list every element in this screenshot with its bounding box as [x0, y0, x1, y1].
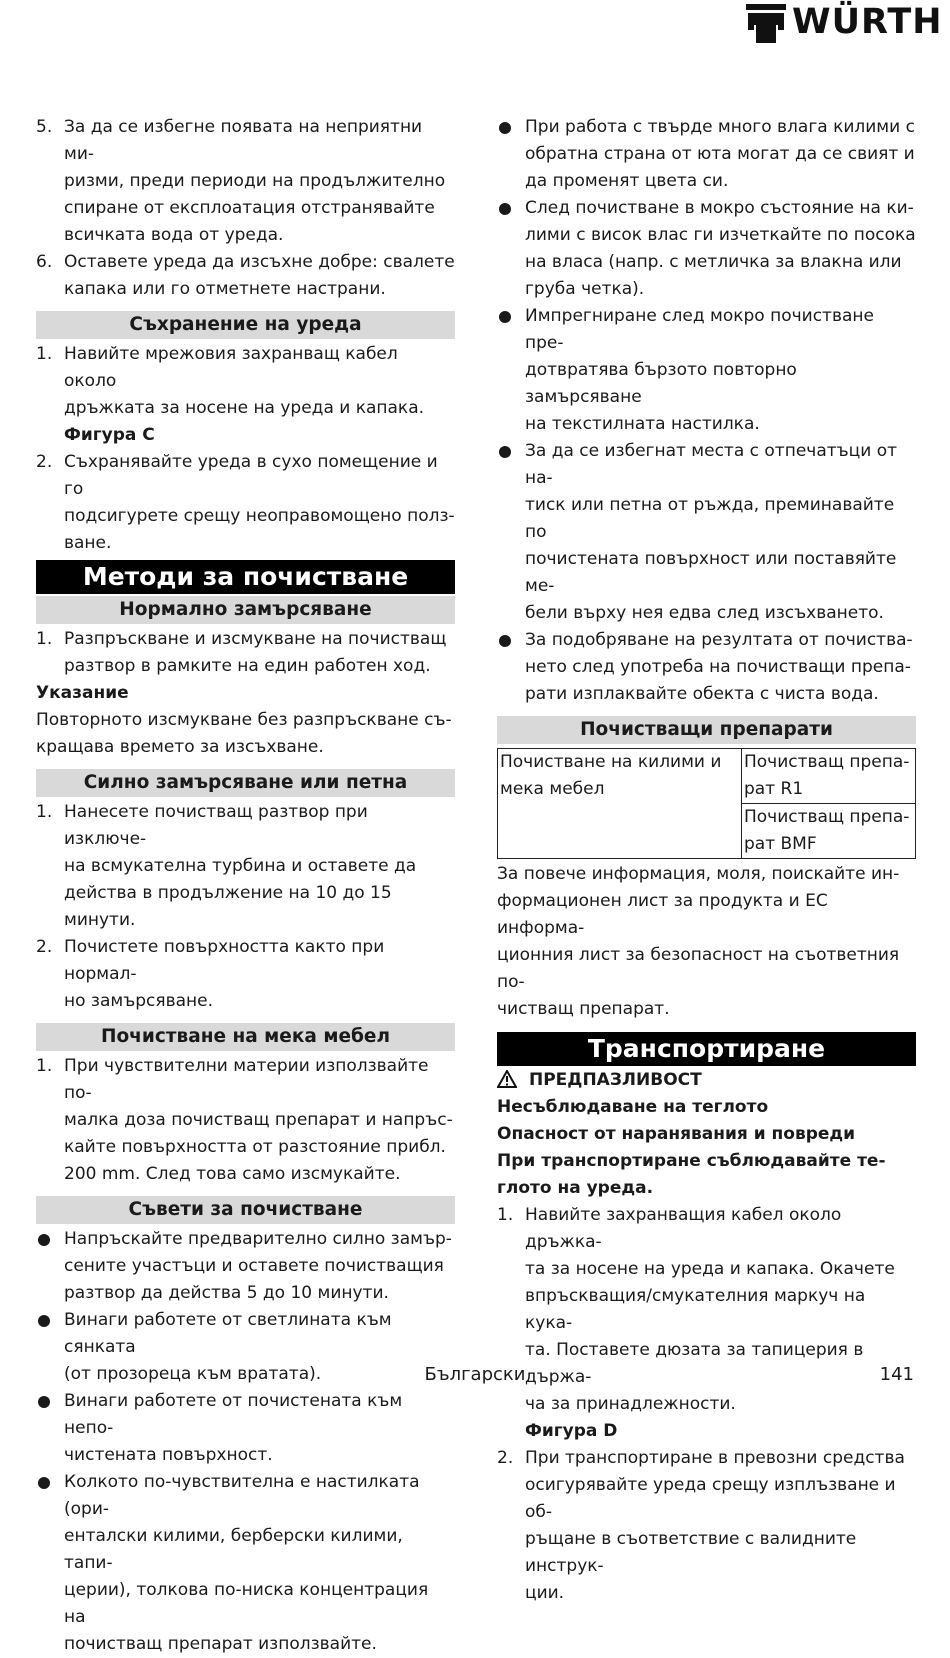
bullet-item: Колкото по-чувствителна е настилката (ори- енталски килими, берберски килими, тапи- церии), толкова по-ниска концентрация на почистващ препарат използвайте.: [36, 1469, 455, 1658]
bullet-item: За да се избегнат места с отпечатъци от на- тиск или петна от ръжда, преминавайте по почистената повърхност или поставяйте ме- бели върху нея едва след изсъхването.: [497, 438, 916, 627]
section-heading-normal: Нормално замърсяване: [36, 596, 455, 624]
section-heading-agents: Почистващи препарати: [497, 716, 916, 744]
warning-text: Несъблюдаване на теглото: [497, 1097, 769, 1117]
left-column: [36, 114, 455, 1658]
bullet-icon: [38, 1396, 50, 1408]
table-cell-application: Почистване на килими и мека мебел: [498, 749, 742, 859]
bullet-item: Напръскайте предварително силно замър- сените участъци и оставете почистващия разтвор да действа 5 до 10 минути.: [36, 1226, 455, 1307]
bullet-item: При работа с твърде много влага килими с обратна страна от юта могат да се свият и да променят цвета си.: [497, 114, 916, 195]
cleaning-agents-table: [497, 748, 916, 859]
warning-text: Опасност от наранявания и повреди: [497, 1124, 856, 1144]
warning-triangle-icon: [497, 1070, 517, 1088]
list-item: 2. Съхранявайте уреда в сухо помещение и го подсигурете срещу неоправомощено полз- ване.: [36, 452, 455, 553]
table-cell-product: Почистващ препа- рат R1: [742, 749, 916, 804]
warning-text: При транспортиране съблюдавайте те- глото на уреда.: [497, 1151, 886, 1198]
page-number: 141: [879, 1364, 914, 1385]
bullet-icon: [499, 446, 511, 458]
bullet-item: За подобряване на резултата от почиства- нето след употреба на почистващи препа- рати изплаквайте обекта с чиста вода.: [497, 627, 916, 708]
section-heading-upholstery: Почистване на мека мебел: [36, 1023, 455, 1051]
list-item: 2. Почистете повърхността както при нормал- но замърсяване.: [36, 937, 385, 1011]
bullet-item: Винаги работете от почистената към непо- чистената повърхност.: [36, 1388, 455, 1469]
list-item: 1. Разпръскване и изсмукване на почистващ разтвор в рамките на един работен ход.: [36, 629, 447, 676]
section-heading-tips: Съвети за почистване: [36, 1196, 455, 1224]
note-label: Указание: [36, 683, 129, 703]
list-item: 1. Нанесете почистващ разтвор при изключе- на всмукателна турбина и оставете да действа в продължение на 10 до 15 минути.: [36, 802, 417, 930]
bullet-item: Импрегниране след мокро почистване пре- дотвратява бързото повторно замърсяване на текстилната настилка.: [497, 303, 916, 438]
note-text: Повторното изсмукване без разпръскване съ- кращава времето за изсъхване.: [36, 710, 452, 757]
chapter-heading-transport: Транспортиране: [497, 1032, 916, 1066]
chapter-heading-methods: Методи за почистване: [36, 560, 455, 594]
wurth-logo: [746, 4, 946, 44]
bullet-icon: [499, 203, 511, 215]
bullet-icon: [38, 1477, 50, 1489]
caution-line: [497, 1067, 916, 1094]
figure-reference: Фигура C: [64, 425, 155, 445]
section-heading-storage: Съхранение на уреда: [36, 311, 455, 339]
table-cell-product: Почистващ препа- рат BMF: [742, 804, 916, 859]
figure-reference: Фигура D: [525, 1421, 618, 1441]
list-item: 2. При транспортиране в превозни средства осигурявайте уреда срещу изплъзване и об- ръщане в съответствие с валидните инструк- ции.: [497, 1448, 905, 1603]
wurth-logo-mark-icon: [746, 4, 786, 44]
bullet-icon: [38, 1234, 50, 1246]
list-item: 6. Оставете уреда да изсъхне добре: свалете капака или го отметнете настрани.: [36, 252, 455, 299]
list-item: 1. При чувствителни материи използвайте по- малка доза почистващ препарат и напръс- кайте повърхността от разстояние прибл. 200 mm. След това само изсмукайте.: [36, 1056, 453, 1184]
list-item: 5. За да се избегне появата на неприятни ми- ризми, преди периоди на продължително спиране от експлоатация отстранявайте всичката вода от уреда.: [36, 117, 446, 245]
section-heading-heavy: Силно замърсяване или петна: [36, 769, 455, 797]
footer-language: Български: [424, 1364, 526, 1385]
bullet-item: Винаги работете от светлината към сянката (от прозореца към вратата).: [36, 1307, 455, 1388]
caution-label: ПРЕДПАЗЛИВОСТ: [529, 1070, 702, 1090]
logo-text: WÜRTH: [792, 2, 943, 42]
list-item: 1. Навийте захранващия кабел около дръжка- та за носене на уреда и капака. Окачете впръскващия/смукателния маркуч на кука- та. Поставете дюзата за тапицерия в държа- ча за принадлежности.: [497, 1205, 895, 1414]
bullet-icon: [38, 1315, 50, 1327]
bullet-icon: [499, 122, 511, 134]
bullet-icon: [499, 635, 511, 647]
list-item: 1. Навийте мрежовия захранващ кабел около дръжката за носене на уреда и капака.: [36, 344, 425, 418]
bullet-icon: [499, 311, 511, 323]
bullet-item: След почистване в мокро състояние на ки- лими с висок влас ги изчеткайте по посока на власа (напр. с метличка за влакна или груба четка).: [497, 195, 916, 303]
info-text: За повече информация, моля, поискайте ин- формационен лист за продукта и ЕС информа- ционния лист за безопасност на съответния по- чистващ препарат.: [497, 864, 900, 1019]
